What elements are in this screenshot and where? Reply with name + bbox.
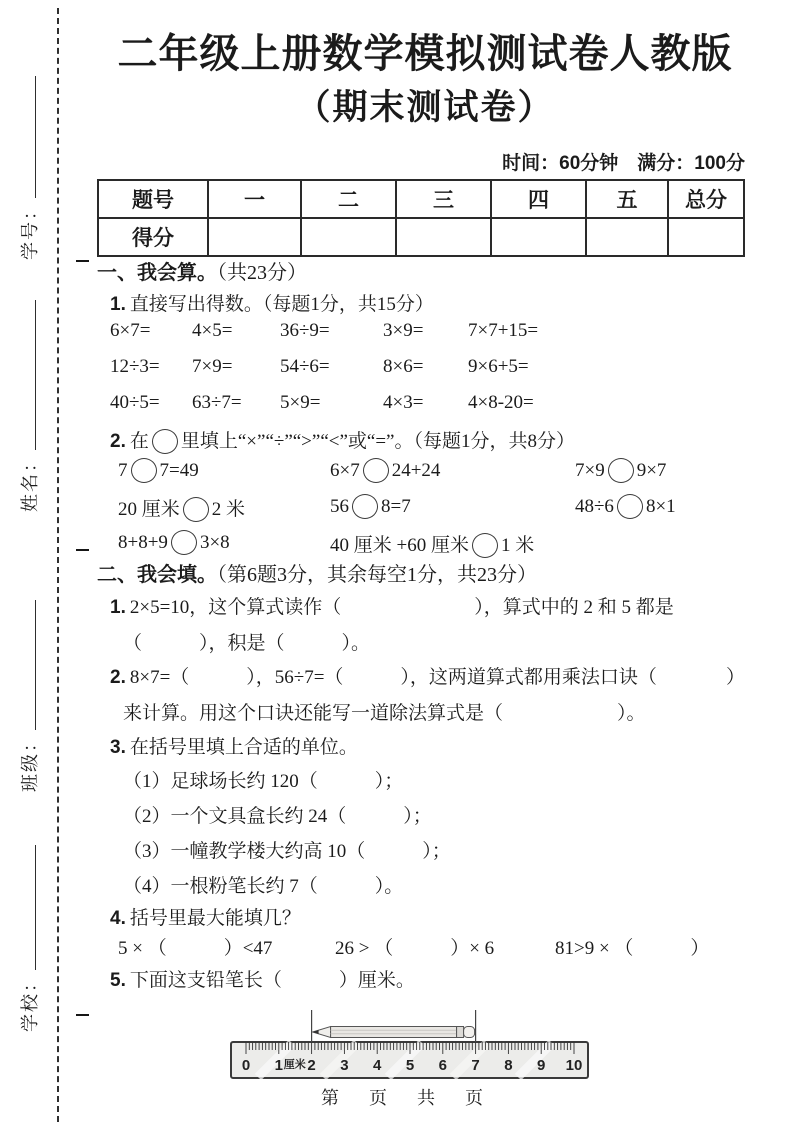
ruler-pencil-figure xyxy=(228,1006,598,1084)
s2-q3-item: （2）一个文具盒长约 24（ ）； xyxy=(123,806,432,827)
ruler-number: 3 xyxy=(340,1057,349,1074)
sidebar-field-student-number xyxy=(16,76,42,260)
comparison-item: 7×9 9×7 xyxy=(575,460,667,481)
page-footer: 第 页 共 页 xyxy=(321,1088,489,1108)
question-number: 3. xyxy=(110,737,126,758)
score-row-label: 得分 xyxy=(98,218,208,256)
score-cell xyxy=(491,218,586,256)
calc-problem: 6×7= xyxy=(110,320,151,341)
max-fill-item: 5 × （ ）<47 xyxy=(118,938,273,959)
s2-q3-item: （3）一幢教学楼大约高 10（ ）； xyxy=(123,841,451,862)
score-cell xyxy=(396,218,491,256)
fill-circle-icon xyxy=(131,458,157,483)
fill-circle-icon xyxy=(183,497,209,522)
comparison-item: 56 8=7 xyxy=(330,496,411,517)
calc-problem: 8×6= xyxy=(383,356,424,377)
binding-dashed-line xyxy=(57,8,59,1122)
calc-problem: 40÷5= xyxy=(110,392,160,413)
s2-q4-items-row xyxy=(97,933,777,963)
ruler-number: 9 xyxy=(537,1057,546,1074)
ruler-number: 7 xyxy=(471,1057,480,1074)
fill-circle-icon xyxy=(363,458,389,483)
fold-mark xyxy=(76,260,89,262)
s1-q1-prompt xyxy=(110,289,434,316)
school-label: 学校： xyxy=(20,972,40,1032)
s2-q2-line2: 来计算。用这个口诀还能写一道除法算式是（ ）。 xyxy=(123,703,646,724)
comparison-row xyxy=(97,530,777,560)
section2-heading xyxy=(97,558,537,587)
question-number: 2. xyxy=(110,431,126,452)
s2-q2-line1: ） 2. 8×7=（ ），56÷7=（ ），这两道算式都用乘法口诀（ xyxy=(110,662,745,689)
ruler-unit-label: 厘米 xyxy=(283,1059,306,1071)
pencil-illustration xyxy=(312,1010,476,1042)
ruler-number: 6 xyxy=(438,1057,447,1074)
section1-heading xyxy=(97,256,307,285)
s1-q2-note: （每题1分，共8分） xyxy=(413,431,576,452)
calc-problems-grid xyxy=(110,320,638,428)
section1-heading-note: （共23分） xyxy=(217,262,307,284)
column-header: 四 xyxy=(491,180,586,218)
question-number-header: 题号 xyxy=(98,180,208,218)
sidebar-field-name xyxy=(16,300,42,512)
fill-circle-icon xyxy=(472,533,498,558)
section1-heading-text: 一、我会算。 xyxy=(97,262,217,284)
score-cell xyxy=(208,218,301,256)
section2-heading-note: （第6题3分，其余每空1分，共23分） xyxy=(217,564,537,586)
s2-q1-line1: 1. 2×5=10，这个算式读作（ ），算式中的 2 和 5 都是 xyxy=(110,597,674,618)
page-subtitle: （期末测试卷） xyxy=(295,88,555,127)
comparison-row xyxy=(97,458,777,488)
s2-q5-prompt: 5. 下面这支铅笔长（ ）厘米。 xyxy=(110,970,415,991)
s1-q2-text-before: 在 xyxy=(129,431,149,452)
fold-mark xyxy=(76,1014,89,1016)
column-header: 三 xyxy=(396,180,491,218)
s2-q1-line2: （ ），积是（ ）。 xyxy=(123,633,371,654)
s2-q4-prompt: 4. 括号里最大能填几？ xyxy=(110,908,301,929)
score-table-header-row xyxy=(98,180,744,218)
section2-heading-text: 二、我会填。 xyxy=(97,564,217,586)
score-cell xyxy=(301,218,396,256)
question-number: 4. xyxy=(110,908,126,929)
s2-q3-item: （4）一根粉笔长约 7（ ）。 xyxy=(123,876,404,897)
comparison-item: 48÷6 8×1 xyxy=(575,496,676,517)
school-blank-line xyxy=(31,845,36,970)
score-table xyxy=(97,179,745,257)
far-right-paren: ） xyxy=(725,667,745,688)
calc-problem: 7×9= xyxy=(192,356,233,377)
question-number: 1. xyxy=(110,294,126,315)
class-label: 班级： xyxy=(20,732,40,792)
calc-problem: 9×6+5= xyxy=(468,356,529,377)
s2-q3-prompt: 3. 在括号里填上合适的单位。 xyxy=(110,737,358,758)
total-score-header: 总分 xyxy=(668,180,744,218)
max-fill-item: 26 > （ ）× 6 xyxy=(335,938,495,959)
fill-circle-icon xyxy=(152,429,178,454)
s1-q2-prompt xyxy=(110,426,575,454)
fill-circle-icon xyxy=(617,494,643,519)
question-number: 5. xyxy=(110,970,126,991)
sidebar-field-school xyxy=(16,845,42,1032)
ruler-number: 0 xyxy=(241,1057,251,1074)
score-table-score-row xyxy=(98,218,744,256)
student-number-label: 学号： xyxy=(20,200,40,260)
name-blank-line xyxy=(31,300,36,450)
score-cell xyxy=(586,218,668,256)
max-fill-item: 81>9 × （ ） xyxy=(555,938,710,959)
calc-problem: 3×9= xyxy=(383,320,424,341)
comparison-item: 20 厘米 2 米 xyxy=(118,499,246,520)
s1-q2-text-after: 里填上“×”“÷”“>”“<”或“=”。 xyxy=(180,431,414,452)
s1-q1-note: （每题1分，共15分） xyxy=(262,294,434,315)
calc-problem: 7×7+15= xyxy=(468,320,539,341)
comparison-item: 7 7=49 xyxy=(118,460,199,481)
class-blank-line xyxy=(31,600,36,730)
calc-problem: 54÷6= xyxy=(280,356,330,377)
comparison-item: 40 厘米 +60 厘米 1 米 xyxy=(330,535,535,556)
question-number: 2. xyxy=(110,667,126,688)
page-title: 二年级上册数学模拟测试卷人教版 xyxy=(117,32,733,76)
s2-q3-item: （1）足球场长约 120（ ）； xyxy=(123,771,404,792)
comparison-row xyxy=(97,494,777,524)
score-cell xyxy=(668,218,744,256)
calc-problem: 4×8-20= xyxy=(468,392,534,413)
s1-q1-text: 直接写出得数。 xyxy=(129,294,263,315)
column-header: 二 xyxy=(301,180,396,218)
time-score-info: 时间：60分钟 满分：100分 xyxy=(502,153,745,174)
column-header: 五 xyxy=(586,180,668,218)
fold-mark xyxy=(76,549,89,551)
ruler-number: 4 xyxy=(373,1057,382,1074)
comparison-item: 8+8+9 3×8 xyxy=(118,532,230,553)
fill-circle-icon xyxy=(608,458,634,483)
ruler-number: 10 xyxy=(565,1057,583,1074)
question-number: 1. xyxy=(110,597,126,618)
ruler-number: 2 xyxy=(307,1057,316,1074)
ruler-number: 1 xyxy=(274,1057,283,1074)
column-header: 一 xyxy=(208,180,301,218)
comparison-item: 6×7 24+24 xyxy=(330,460,441,481)
calc-problem: 12÷3= xyxy=(110,356,160,377)
calc-problem: 4×3= xyxy=(383,392,424,413)
name-label: 姓名： xyxy=(20,452,40,512)
calc-problem: 5×9= xyxy=(280,392,321,413)
calc-problem: 4×5= xyxy=(192,320,233,341)
ruler-number: 8 xyxy=(504,1057,513,1074)
calc-problem: 36÷9= xyxy=(280,320,330,341)
sidebar-field-class xyxy=(16,600,42,792)
ruler-number: 5 xyxy=(405,1057,415,1074)
calc-problem: 63÷7= xyxy=(192,392,242,413)
student-number-blank-line xyxy=(31,76,36,198)
fill-circle-icon xyxy=(171,530,197,555)
fill-circle-icon xyxy=(352,494,378,519)
